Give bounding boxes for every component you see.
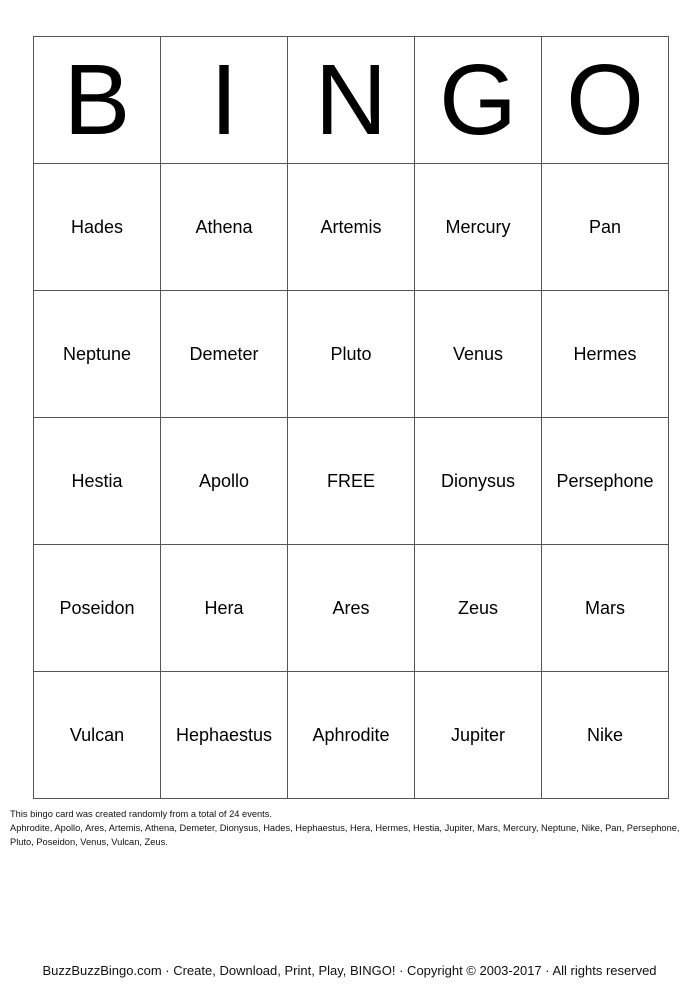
bingo-row	[34, 545, 669, 672]
bingo-row	[34, 164, 669, 291]
bingo-cell: Aphrodite	[288, 672, 415, 799]
note-event-list: Aphrodite, Apollo, Ares, Artemis, Athena, Demeter, Dionysus, Hades, Hephaestus, Hera, Hermes, Hestia, Jupiter, Mars, Mercury, Neptune, Nike, Pan, Persephone, Pluto, Poseidon, Venus, Vulcan, Zeus.	[10, 823, 680, 847]
bingo-cell: Mars	[542, 545, 669, 672]
header-letter-b: B	[34, 37, 161, 164]
bingo-cell: Nike	[542, 672, 669, 799]
header-letter-i: I	[161, 37, 288, 164]
bingo-cell: Dionysus	[415, 418, 542, 545]
bingo-cell: Venus	[415, 291, 542, 418]
card-note	[10, 807, 690, 849]
header-letter-n: N	[288, 37, 415, 164]
bingo-cell: Athena	[161, 164, 288, 291]
bingo-cell: Mercury	[415, 164, 542, 291]
bingo-row	[34, 418, 669, 545]
free-space-cell: FREE	[288, 418, 415, 545]
bingo-cell: Zeus	[415, 545, 542, 672]
bingo-cell: Persephone	[542, 418, 669, 545]
note-summary: This bingo card was created randomly from a total of 24 events.	[10, 809, 272, 819]
bingo-cell: Pan	[542, 164, 669, 291]
bingo-card	[33, 36, 669, 799]
bingo-cell: Artemis	[288, 164, 415, 291]
bingo-cell: Hera	[161, 545, 288, 672]
bingo-cell: Neptune	[34, 291, 161, 418]
header-letter-o: O	[542, 37, 669, 164]
bingo-cell: Hermes	[542, 291, 669, 418]
bingo-cell: Vulcan	[34, 672, 161, 799]
bingo-cell: Apollo	[161, 418, 288, 545]
bingo-cell: Demeter	[161, 291, 288, 418]
footer-copyright: BuzzBuzzBingo.com · Create, Download, Print, Play, BINGO! · Copyright © 2003-2017 · All rights reserved	[42, 963, 657, 978]
bingo-row	[34, 291, 669, 418]
bingo-header-row	[34, 37, 669, 164]
bingo-row	[34, 672, 669, 799]
bingo-cell: Jupiter	[415, 672, 542, 799]
header-letter-g: G	[415, 37, 542, 164]
bingo-cell: Hestia	[34, 418, 161, 545]
bingo-cell: Pluto	[288, 291, 415, 418]
bingo-cell: Poseidon	[34, 545, 161, 672]
bingo-cell: Hephaestus	[161, 672, 288, 799]
bingo-cell: Hades	[34, 164, 161, 291]
bingo-cell: Ares	[288, 545, 415, 672]
